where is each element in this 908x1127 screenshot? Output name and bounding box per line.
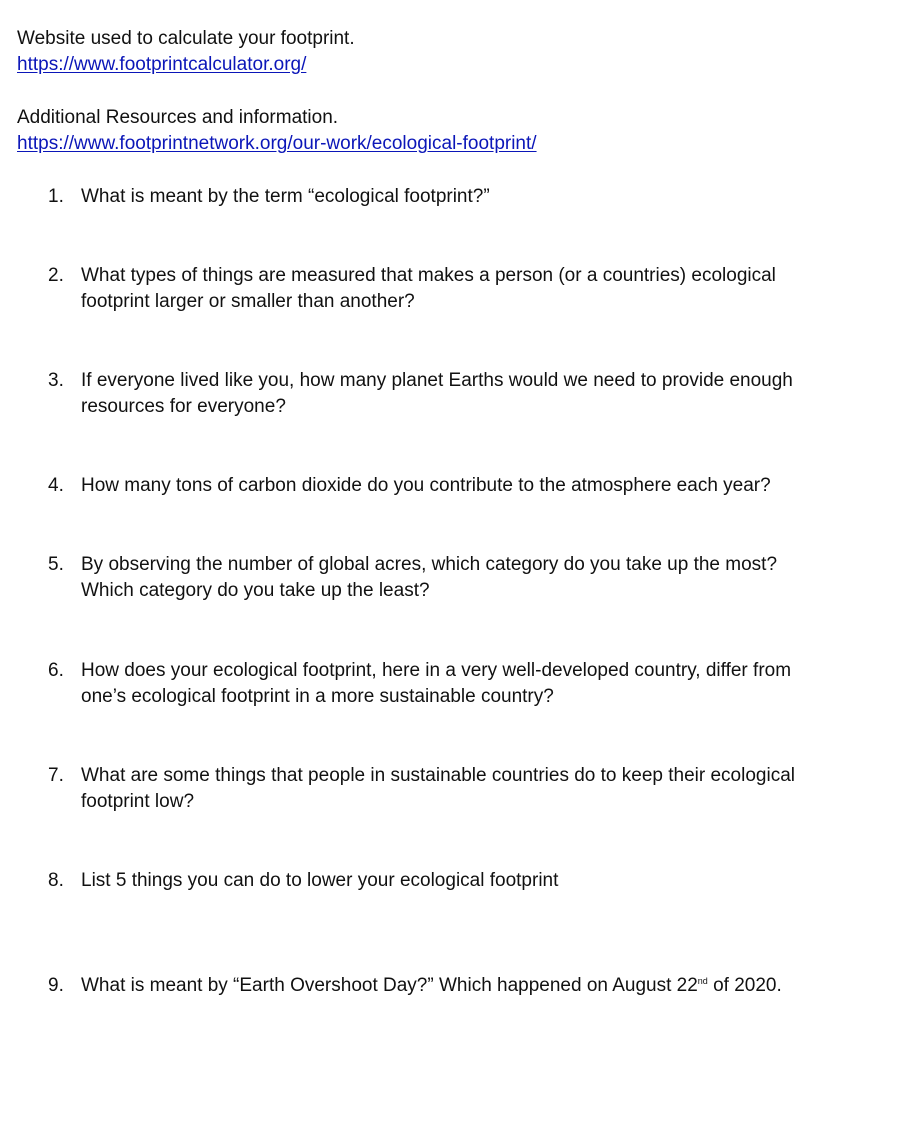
question-line: resources for everyone? (81, 396, 286, 417)
question-line: By observing the number of global acres, which category do you take up the most? (81, 554, 778, 575)
question-text-after: of 2020. (707, 975, 782, 996)
question-text (81, 552, 871, 604)
question-number: 6. (48, 660, 64, 681)
question-number: 9. (48, 975, 64, 996)
question-line: List 5 things you can do to lower your ecological footprint (81, 870, 559, 891)
question-text (81, 973, 871, 999)
resources-link-row (17, 131, 537, 157)
question-line: footprint low? (81, 791, 195, 812)
question-number: 5. (48, 554, 64, 575)
ordinal-suffix: nd (697, 976, 708, 986)
calculator-link-row (17, 52, 306, 78)
question-text (81, 473, 871, 499)
question-line: What are some things that people in sustainable countries do to keep their ecological (81, 765, 795, 786)
question-text-before: What is meant by “Earth Overshoot Day?” Which happened on August 22 (81, 975, 698, 996)
question-text (81, 263, 871, 315)
question-line: Which category do you take up the least? (81, 580, 430, 601)
question-number: 2. (48, 265, 64, 286)
question-number: 1. (48, 186, 64, 207)
question-line: What types of things are measured that makes a person (or a countries) ecological (81, 265, 776, 286)
question-number: 8. (48, 870, 64, 891)
calculator-label: Website used to calculate your footprint. (17, 28, 355, 49)
question-line (81, 973, 871, 999)
question-number: 7. (48, 765, 64, 786)
question-number: 4. (48, 475, 64, 496)
question-line: What is meant by the term “ecological footprint?” (81, 186, 490, 207)
question-text (81, 184, 871, 210)
question-line: How does your ecological footprint, here in a very well-developed country, differ from (81, 660, 792, 681)
question-text (81, 868, 871, 894)
calculator-link[interactable]: https://www.footprintcalculator.org/ (17, 54, 307, 75)
question-text (81, 763, 871, 815)
question-text (81, 368, 871, 420)
question-line: How many tons of carbon dioxide do you contribute to the atmosphere each year? (81, 475, 771, 496)
question-line: footprint larger or smaller than another? (81, 291, 415, 312)
resources-link[interactable]: https://www.footprintnetwork.org/our-work/ecological-footprint/ (17, 133, 537, 154)
question-number: 3. (48, 370, 64, 391)
resources-label: Additional Resources and information. (17, 107, 339, 128)
question-line: If everyone lived like you, how many planet Earths would we need to provide enough (81, 370, 793, 391)
question-line: one’s ecological footprint in a more sustainable country? (81, 686, 554, 707)
question-text (81, 658, 871, 710)
